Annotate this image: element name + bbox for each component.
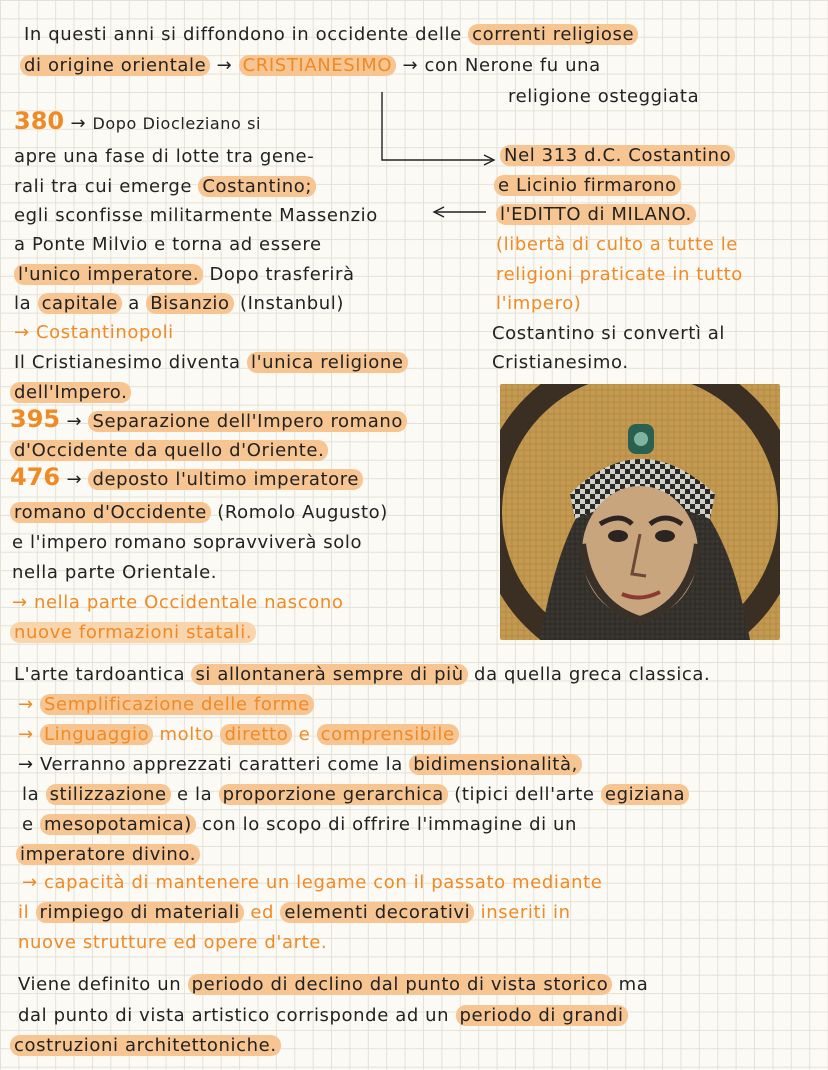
left-text: (Instanbul) [239, 293, 345, 314]
left-line [14, 293, 344, 315]
bottom-text: e [298, 724, 311, 745]
right-line: religioni praticate in tutto [496, 264, 743, 285]
bottom-text: ed [250, 902, 275, 923]
highlight-language: Linguaggio [40, 724, 153, 745]
highlight-edict-milan: l'EDITTO di MILANO. [496, 204, 696, 225]
intro-line-3: religione osteggiata [508, 86, 700, 107]
highlight-divine-emperor: imperatore divino. [16, 844, 200, 865]
highlight-costantino: Costantino; [198, 176, 316, 197]
bottom-text: → Verranno apprezzati caratteri come la [18, 754, 403, 775]
mosaic-portrait-icon [500, 384, 780, 640]
diocletian-text: Dopo Diocleziano si [92, 114, 262, 133]
left-line [10, 382, 131, 404]
highlight-licinio: e Licinio firmarono [494, 175, 681, 196]
highlight-mesopotamian: mesopotamica) [40, 814, 196, 835]
year-395-line [10, 405, 407, 433]
bottom-line: nuove strutture ed opere d'arte. [18, 932, 328, 953]
arrow-right-icon: → [18, 694, 34, 715]
bottom-line [10, 1035, 281, 1057]
left-line: e l'impero romano sopravviverà solo [12, 532, 363, 553]
intro-text: In questi anni si diffondono in occidente delle [24, 24, 462, 45]
highlight-religious-currents: correnti religiose [468, 24, 638, 45]
highlight-west-east: d'Occidente da quello d'Oriente. [10, 440, 328, 461]
arrow-right-icon: → [66, 469, 83, 490]
bottom-text: molto [159, 724, 215, 745]
bottom-line [18, 974, 648, 996]
costantinopoli-line: → Costantinopoli [14, 322, 174, 343]
highlight-christianity: CRISTIANESIMO [239, 55, 397, 76]
bottom-text: → capacità di mantenere [22, 872, 260, 893]
right-line [494, 175, 681, 197]
bottom-line [14, 664, 710, 686]
right-line: Cristianesimo. [492, 352, 629, 373]
year-476-line [10, 463, 363, 491]
highlight-simplification: Semplificazione delle forme [40, 694, 314, 715]
highlight-comprehensible: comprensibile [317, 724, 459, 745]
bottom-text: inseriti in [480, 902, 571, 923]
left-line: apre una fase di lotte tra gene- [14, 146, 315, 167]
highlight-separation: Separazione dell'Impero romano [88, 411, 407, 432]
bottom-text: ma [618, 974, 649, 995]
highlight-decorative-elements: elementi decorativi [280, 902, 474, 923]
left-text: Dopo trasferirà [209, 264, 355, 285]
highlight-313: Nel 313 d.C. Costantino [500, 145, 735, 166]
year-380: 380 [14, 107, 65, 135]
left-line [10, 622, 256, 644]
arrow-right-icon: → [216, 55, 233, 76]
bottom-text: la [22, 784, 40, 805]
left-line: nella parte Orientale. [12, 562, 218, 583]
year-380-line [14, 107, 262, 135]
left-text: la [14, 293, 32, 314]
bottom-text: da quella greca classica. [474, 664, 711, 685]
bottom-line [16, 844, 200, 866]
bottom-text: il [18, 902, 30, 923]
highlight-empire: dell'Impero. [10, 382, 131, 403]
highlight-decline-period: periodo di declino dal punto di vista storico [188, 974, 613, 995]
highlight-only-religion: l'unica religione [247, 352, 408, 373]
left-text: (Romolo Augusto) [217, 502, 388, 523]
highlight-capital: capitale [38, 293, 122, 314]
left-line: egli sconfisse militarmente Massenzio [14, 205, 378, 226]
left-line [14, 264, 355, 286]
right-line: l'impero) [496, 293, 582, 314]
highlight-reuse-materials: rimpiego di materiali [36, 902, 244, 923]
bottom-text: con lo scopo di offrire l'immagine di un [202, 814, 578, 835]
arrow-right-icon: → [402, 55, 419, 76]
bottom-line [18, 754, 582, 776]
highlight-hierarchical-proportion: proporzione gerarchica [219, 784, 448, 805]
highlight-deposed: deposto l'ultimo imperatore [88, 469, 363, 490]
left-line: a Ponte Milvio e torna ad essere [14, 234, 322, 255]
highlight-two-dimensionality: bidimensionalità, [409, 754, 582, 775]
bottom-line [18, 694, 314, 716]
year-395: 395 [10, 405, 61, 433]
right-line [496, 204, 696, 226]
bottom-text: e la [177, 784, 213, 805]
left-line [10, 502, 388, 524]
right-line: Costantino si convertì al [492, 323, 726, 344]
highlight-new-states: nuove formazioni statali. [10, 622, 256, 643]
arrow-right-icon: → [70, 113, 87, 134]
bottom-line [22, 814, 577, 836]
bottom-text: L'arte tardoantica [14, 664, 186, 685]
right-line [500, 145, 735, 167]
highlight-stylization: stilizzazione [46, 784, 171, 805]
left-line: → nella parte Occidentale nascono [12, 592, 344, 613]
highlight-roman-west: romano d'Occidente [10, 502, 211, 523]
bottom-text: dal punto di vista artistico corrisponde ad un [18, 1005, 450, 1026]
bottom-line [18, 724, 459, 746]
bottom-line [22, 872, 602, 894]
highlight-bisanzio: Bisanzio [146, 293, 233, 314]
bottom-line [18, 902, 571, 924]
bottom-text: Viene definito un [18, 974, 182, 995]
left-text: Il Cristianesimo diventa [14, 352, 241, 373]
highlight-moves-away: si allontanerà sempre di più [191, 664, 467, 685]
year-476: 476 [10, 463, 61, 491]
left-line [14, 352, 408, 374]
bottom-line [18, 1005, 628, 1027]
highlight-oriental-origin: di origine orientale [20, 55, 210, 76]
bottom-text: un legame con il passato mediante [265, 872, 603, 893]
bottom-text: (tipici dell'arte [454, 784, 595, 805]
bottom-text: e [22, 814, 34, 835]
highlight-egyptian: egiziana [601, 784, 689, 805]
left-text: a [128, 293, 140, 314]
left-line [10, 440, 328, 462]
left-line [14, 176, 316, 198]
highlight-only-emperor: l'unico imperatore. [14, 264, 203, 285]
left-text: rali tra cui emerge [14, 176, 193, 197]
arrow-right-icon: → [18, 724, 34, 745]
nero-text: con Nerone fu una [424, 55, 601, 76]
arrow-right-icon: → [66, 411, 83, 432]
highlight-great-period: periodo di grandi [456, 1005, 628, 1026]
right-line: (libertà di culto a tutte le [496, 234, 738, 255]
bottom-line [22, 784, 689, 806]
highlight-architectural-constructions: costruzioni architettoniche. [10, 1035, 281, 1056]
highlight-direct: diretto [220, 724, 292, 745]
